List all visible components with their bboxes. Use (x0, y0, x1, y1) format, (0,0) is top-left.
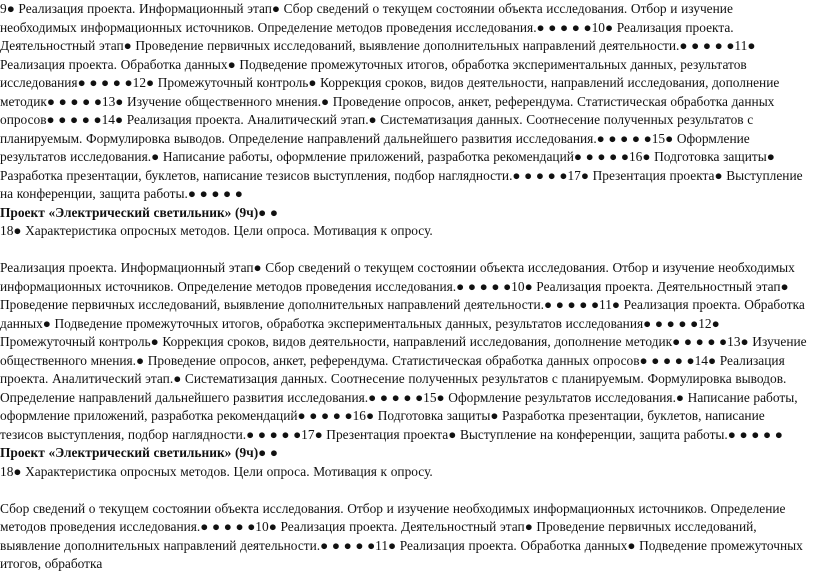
paragraph-spacer-1 (0, 241, 810, 260)
document-paragraph-1: 9● Реализация проекта. Информационный этап● Сбор сведений о текущем состоянии объекта исследования. Отбор и изучение необходимых информационных источников. Определение методов проведения исследования.● ● ● ● ●10● Реализация проекта. Деятельностный этап● Проведение первичных исследований, выявление дополнительных направлений деятельности.● ● ● ● ●11● Реализация проекта. Обработка данных● Подведение промежуточных итогов, обработка экспериментальных данных, результатов исследования● ● ● ● ●12● Промежуточный контроль● Коррекция сроков, видов деятельности, направлений исследования, дополнение методик● ● ● ● ●13● Изучение общественного мнения.● Проведение опросов, анкет, референдума. Статистическая обработка данных опросов● ● ● ● ●14● Реализация проекта. Аналитический этап.● Систематизация данных. Соотнесение полученных результатов с планируемым. Формулировка выводов. Определение направлений дальнейшего развития исследования.● ● ● ● ●15● Оформление результатов исследования.● Написание работы, оформление приложений, разработка рекомендаций● ● ● ● ●16● Подготовка защиты● Разработка презентации, буклетов, написание тезисов выступления, подбор наглядности.● ● ● ● ●17● Презентация проекта● Выступление на конференции, защита работы.● ● ● ● ● (0, 1, 803, 201)
document-paragraph-2: Реализация проекта. Информационный этап● Сбор сведений о текущем состоянии объекта исследования. Отбор и изучение необходимых информационных источников. Определение методов проведения исследования.● ● ● ● ●10● Реализация проекта. Деятельностный этап● Проведение первичных исследований, выявление дополнительных направлений деятельности.● ● ● ● ●11● Реализация проекта. Обработка данных● Подведение промежуточных итогов, обработка экспериментальных данных, результатов исследования● ● ● ● ●12● Промежуточный контроль● Коррекция сроков, видов деятельности, направлений исследования, дополнение методик● ● ● ● ●13● Изучение общественного мнения.● Проведение опросов, анкет, референдума. Статистическая обработка данных опросов● ● ● ● ●14● Реализация проекта. Аналитический этап.● Систематизация данных. Соотнесение полученных результатов с планируемым. Формулировка выводов. Определение направлений дальнейшего развития исследования.● ● ● ● ●15● Оформление результатов исследования.● Написание работы, оформление приложений, разработка рекомендаций● ● ● ● ●16● Подготовка защиты● Разработка презентации, буклетов, написание тезисов выступления, подбор наглядности.● ● ● ● ●17● Презентация проекта● Выступление на конференции, защита работы.● ● ● ● ● (0, 260, 807, 442)
project-heading-2: Проект «Электрический светильник» (9ч)● ● (0, 445, 278, 460)
document-paragraph-3: Сбор сведений о текущем состоянии объекта исследования. Отбор и изучение необходимых информационных источников. Определение методов проведения исследования.● ● ● ● ●10● Реализация проекта. Деятельностный этап● Проведение первичных исследований, выявление дополнительных направлений деятельности.● ● ● ● ●11● Реализация проекта. Обработка данных● Подведение промежуточных итогов, обработка (0, 500, 803, 571)
project-heading-1: Проект «Электрический светильник» (9ч)● ● (0, 204, 278, 220)
document-line-2: 18● Характеристика опросных методов. Цели опроса. Мотивация к опросу. (0, 463, 433, 479)
document-line-1: 18● Характеристика опросных методов. Цели опроса. Мотивация к опросу. (0, 223, 433, 238)
paragraph-spacer-2 (0, 481, 810, 500)
